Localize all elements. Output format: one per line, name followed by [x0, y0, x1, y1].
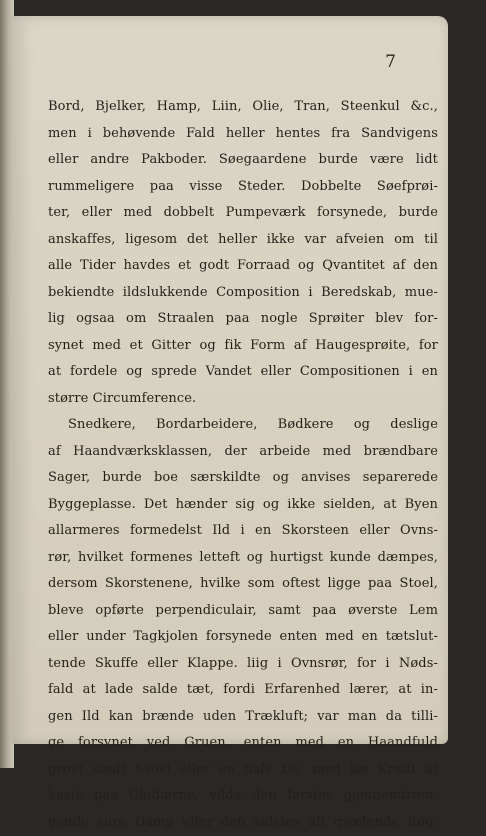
text-line: bekiendte ildslukkende Composition i Beredskab, mue- [48, 280, 438, 307]
page-number: 7 [385, 52, 396, 72]
text-line: fald at lade salde tæt, fordi Erfarenhed lærer, at in- [48, 677, 438, 704]
text-line: eller under Tagkjolen forsynede enten med en tætslut- [48, 624, 438, 651]
text-line: kaste paa Glødærne, vilde den førstes gjennemtræn- [48, 783, 438, 810]
text-line: rør, hvilket formenes letteft og hurtigst kunde dæmpes, [48, 545, 438, 572]
text-line: tende Skuffe eller Klappe. liig i Ovnsrør, for i Nøds- [48, 651, 438, 678]
text-line: alle Tider havdes et godt Forraad og Qvantitet af den [48, 253, 438, 280]
text-line: bleve opførte perpendiculair, samt paa øverste Lem [48, 598, 438, 625]
text-line: af Haandværksklassen, der arbeide med brændbare [48, 439, 438, 466]
text-line: Sager, burde boe særskildte og anvises separerede [48, 465, 438, 492]
text-line: større Circumference. [48, 386, 438, 413]
text-line: ge forsynet ved Gruen, enten med en Haandfuld [48, 730, 438, 757]
text-line: eller andre Pakboder. Søegaardene burde være lidt [48, 147, 438, 174]
text-line: Byggeplasse. Det hænder sig og ikke sielden, at Byen [48, 492, 438, 519]
text-line: gende sure Damp eller den sidstes alt qvælende Røg, [48, 810, 438, 836]
text-line: ter, eller med dobbelt Pumpeværk forsynede, burde [48, 200, 438, 227]
text-line: Snedkere, Bordarbeidere, Bødkere og deslige [48, 412, 438, 439]
body-text [48, 94, 438, 836]
book-page [12, 16, 448, 744]
text-line: allarmeres formedelst Ild i en Skorsteen eller Ovns- [48, 518, 438, 545]
text-line: dersom Skorstenene, hvilke som oftest ligge paa Stoel, [48, 571, 438, 598]
text-line: men i behøvende Fald heller hentes fra Sandvigens [48, 121, 438, 148]
text-line: at fordele og sprede Vandet eller Compositionen i en [48, 359, 438, 386]
text-line: anskaffes, ligesom det heller ikke var afveien om til [48, 227, 438, 254]
text-line: grovt stødt Svovl eller en halv Do. med løs Krudt at [48, 757, 438, 784]
text-line: Bord, Bjelker, Hamp, Liin, Olie, Tran, Steenkul &c., [48, 94, 438, 121]
text-line: rummeligere paa visse Steder. Dobbelte Søefprøi- [48, 174, 438, 201]
text-line: synet med et Gitter og fik Form af Haugesprøite, for [48, 333, 438, 360]
text-line: gen Ild kan brænde uden Trækluft; var man da tilli- [48, 704, 438, 731]
text-line: lig ogsaa om Straalen paa nogle Sprøiter blev for- [48, 306, 438, 333]
